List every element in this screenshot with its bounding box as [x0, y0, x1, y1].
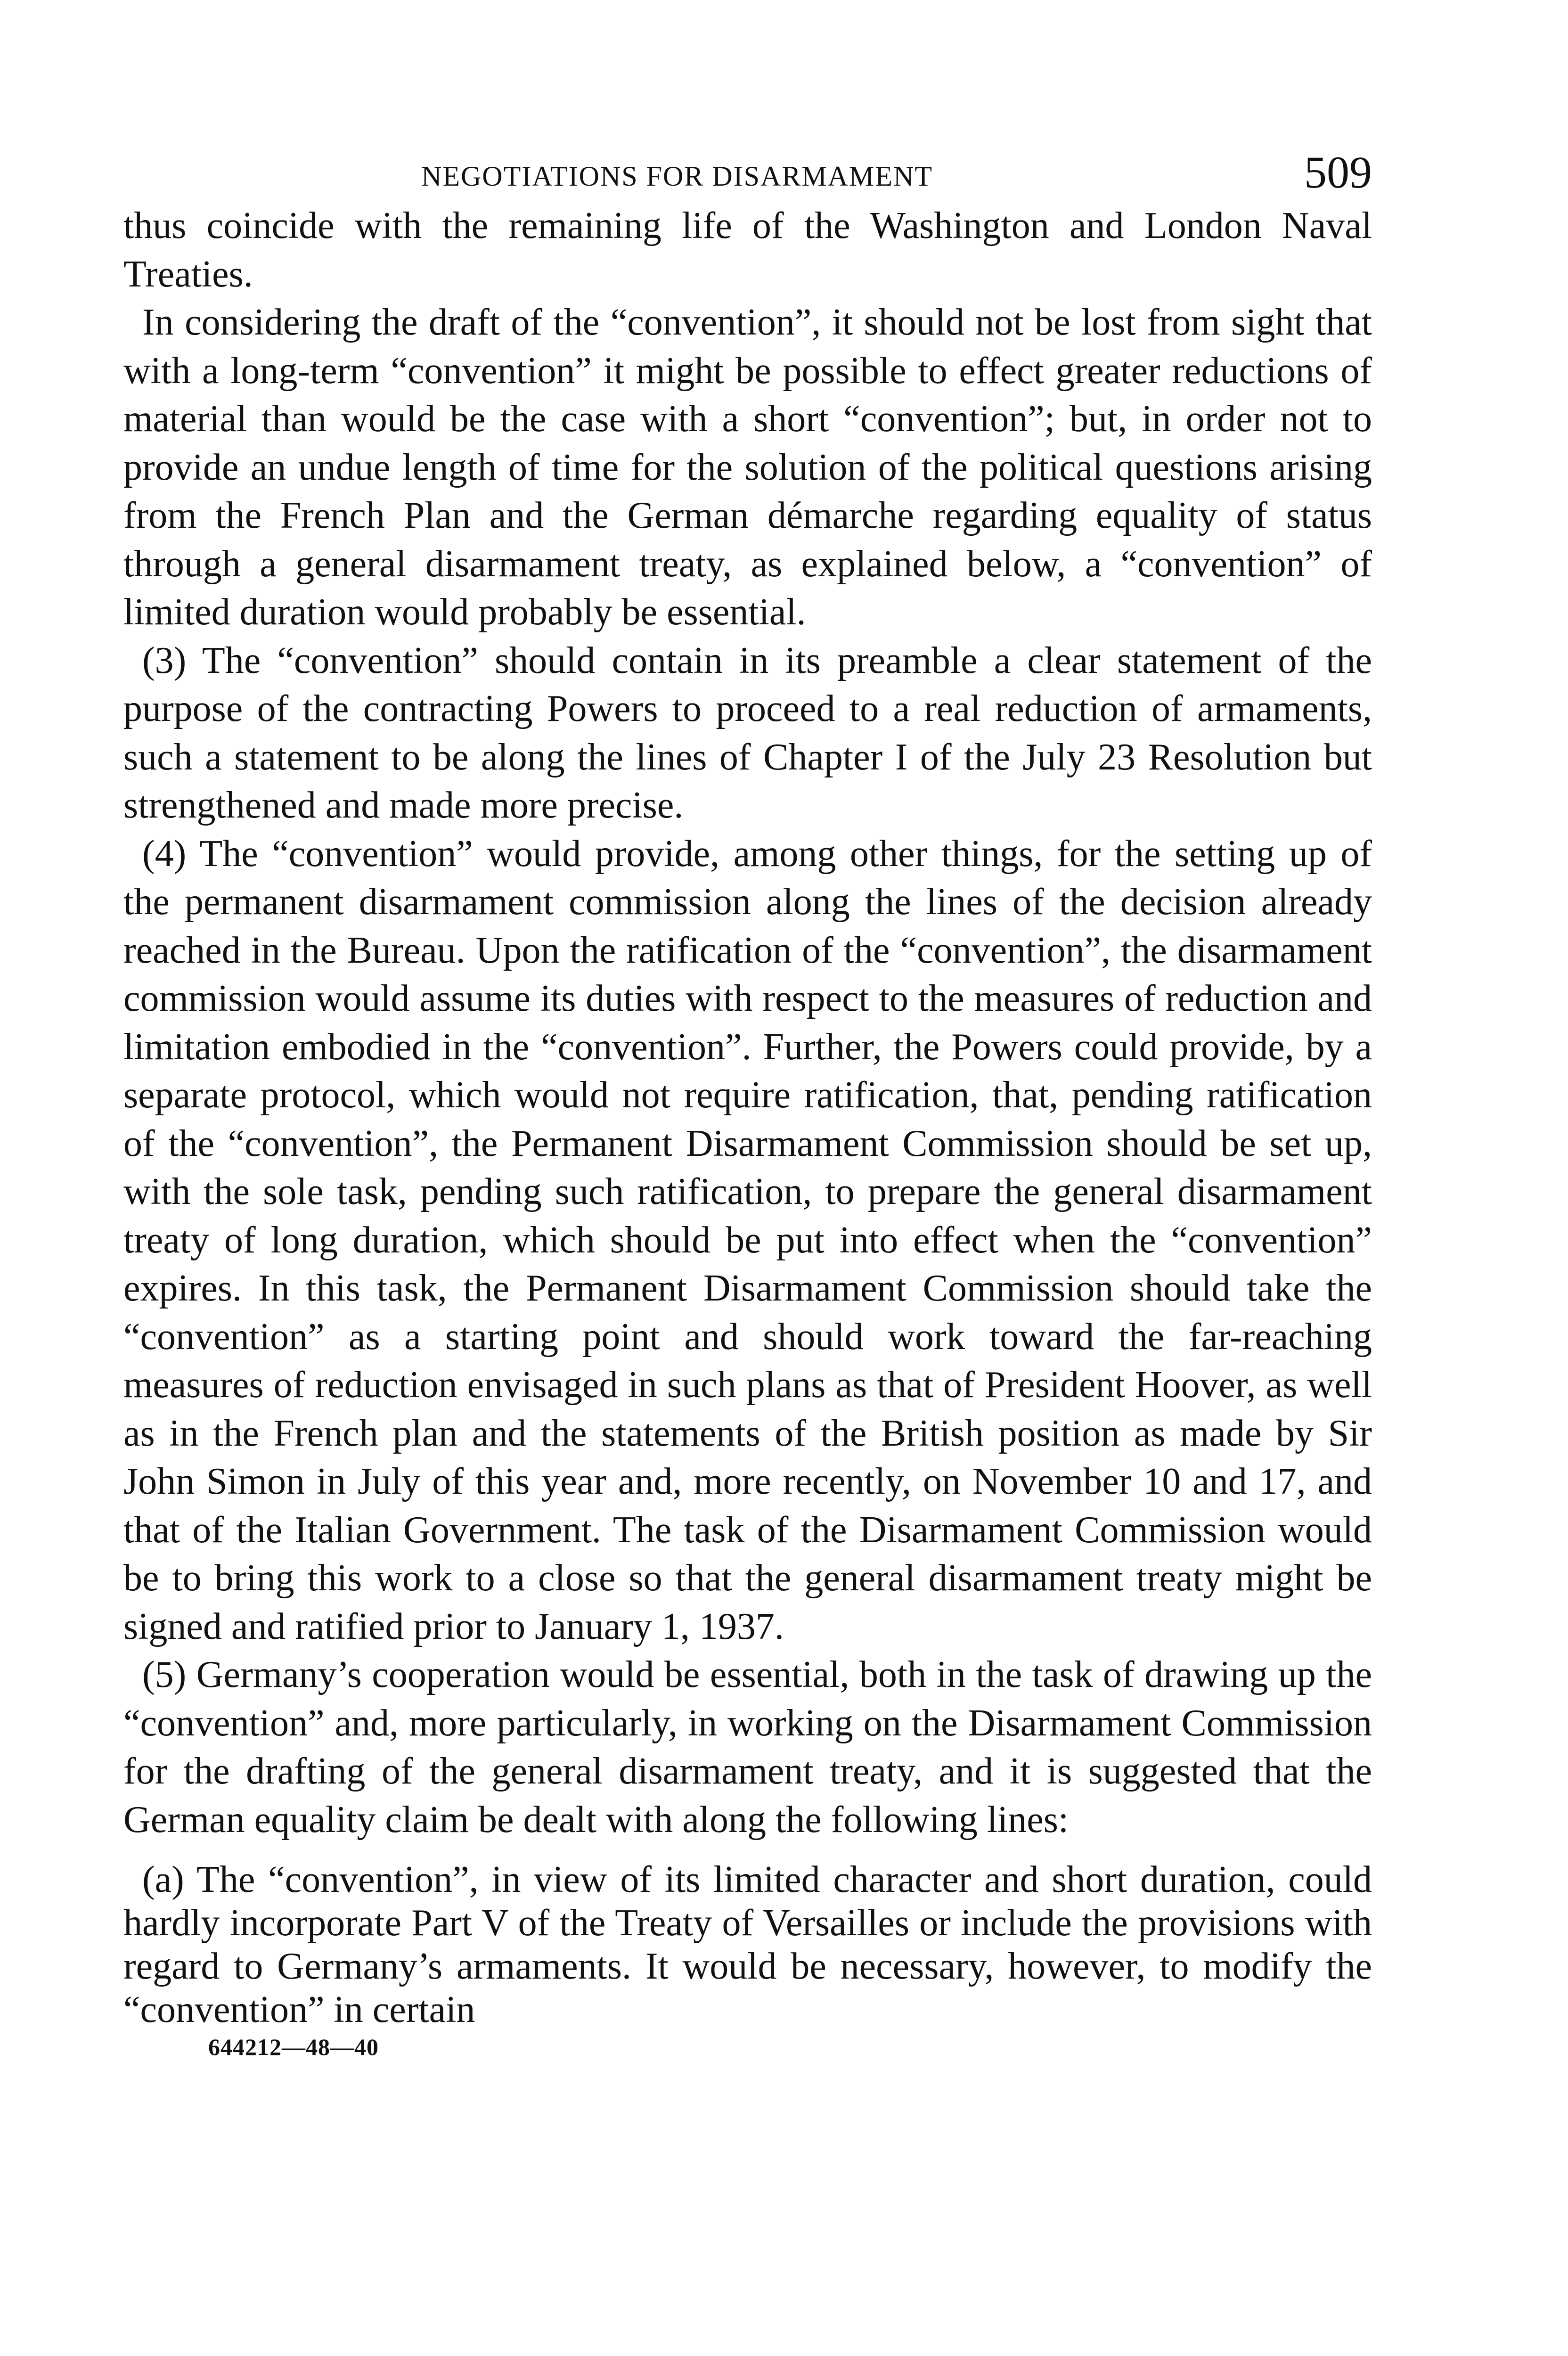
running-head — [123, 141, 1372, 197]
body-text — [123, 202, 1372, 1844]
paragraph-convention-draft: In considering the draft of the “convention”, it should not be lost from sight that with a long-term “convention” it might be possible to effect greater reductions of material than would be the case with a short “convention”; but, in order not to provide an undue length of time for the solution of the political questions arising from the French Plan and the German démarche regarding equality of status through a general disarmament treaty, as explained below, a “convention” of limited duration would probably be essential. — [123, 302, 1372, 633]
paragraph-item-5: (5) Germany’s cooperation would be essential, both in the task of drawing up the “convention” and, more particularly, in working on the Disarmament Commission for the drafting of the general disarmament treaty, and it is suggested that the German equality claim be dealt with along the following lines: — [123, 1654, 1372, 1841]
running-title: NEGOTIATIONS FOR DISARMAMENT — [421, 161, 933, 192]
paragraph-item-4: (4) The “convention” would provide, among other things, for the setting up of the permanent disarmament commission along the lines of the decision already reached in the Bureau. Upon the ratification of the “convention”, the disarmament commission would assume its duties with respect to the measures of reduction and limitation embodied in the “convention”. Further, the Powers could provide, by a separate protocol, which would not require ratification, that, pending ratification of the “convention”, the Permanent Disarmament Commission should be set up, with the sole task, pending such ratification, to prepare the general disarmament treaty of long duration, which should be put into effect when the “convention” expires. In this task, the Permanent Disarmament Commission should take the “convention” as a starting point and should work toward the far-reaching measures of reduction envisaged in such plans as that of President Hoover, as well as in the French plan and the statements of the British position as made by Sir John Simon in July of this year and, more recently, on November 10 and 17, and that of the Italian Government. The task of the Disarmament Commission would be to bring this work to a close so that the general disarmament treaty might be signed and ratified prior to January 1, 1937. — [123, 833, 1372, 1647]
subparagraph-block — [123, 1858, 1372, 2031]
page-number: 509 — [1304, 147, 1372, 197]
print-code: 644212—48—40 — [208, 2034, 379, 2060]
subparagraph-a: (a) The “convention”, in view of its limited character and short duration, could hardly incorporate Part V of the Treaty of Versailles or include the provisions with regard to Germany’s armaments. It would be necessary, however, to modify the “convention” in certain — [123, 1859, 1372, 2030]
paragraph-continuation: thus coincide with the remaining life of the Washington and London Naval Treaties. — [123, 205, 1372, 295]
paragraph-item-3: (3) The “convention” should contain in its preamble a clear statement of the purpose of the contracting Powers to proceed to a real reduction of armaments, such a statement to be along the lines of Chapter I of the July 23 Resolution but strengthened and made more precise. — [123, 639, 1372, 826]
document-page — [123, 141, 1372, 2061]
